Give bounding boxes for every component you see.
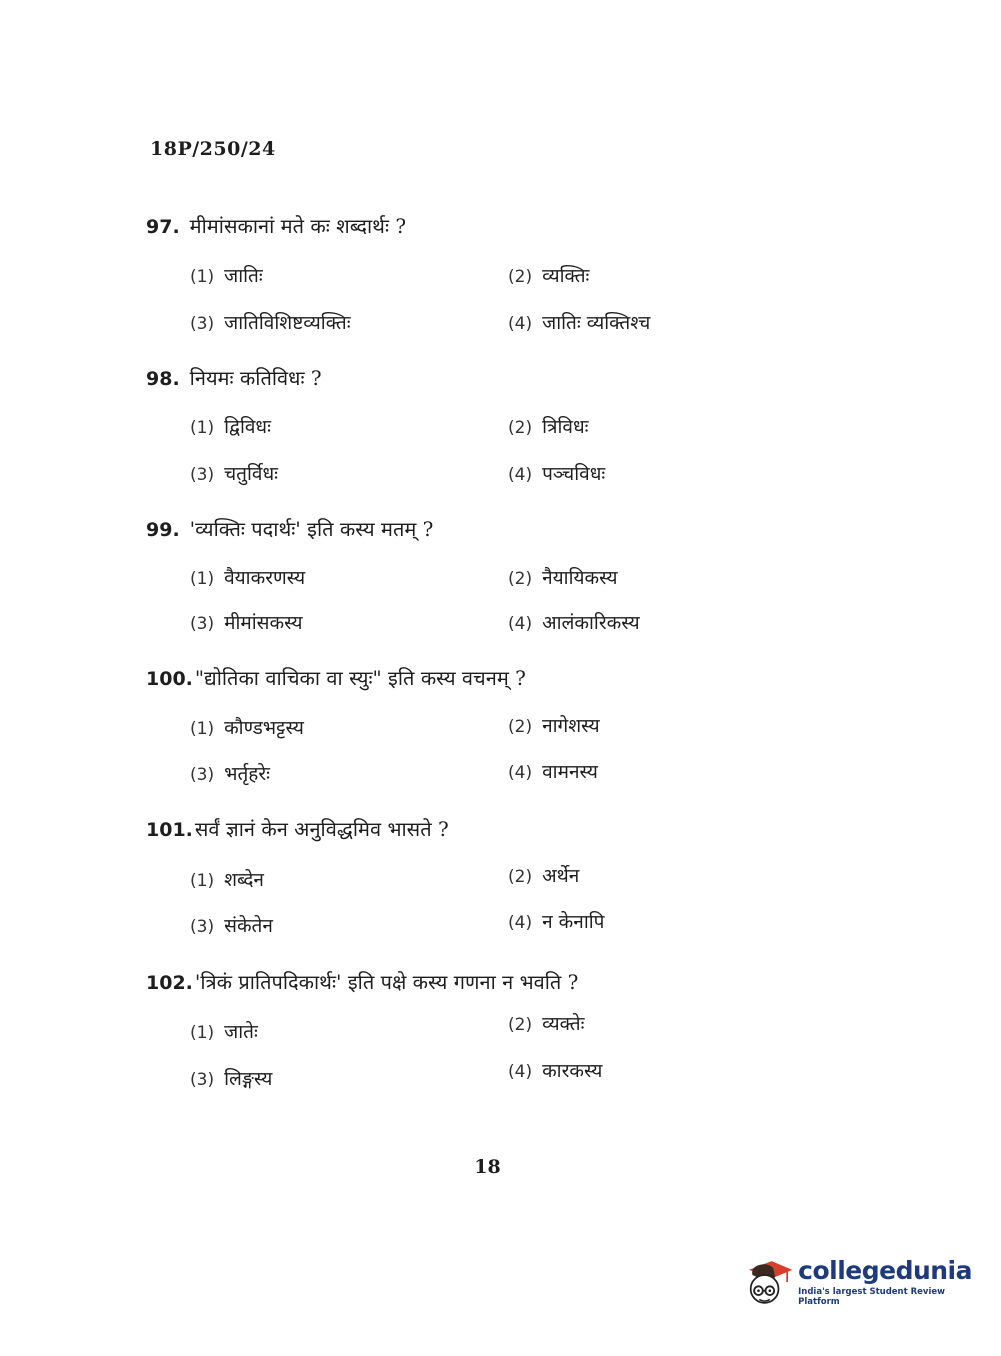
option-text: वैयाकरणस्य [224, 567, 306, 589]
option-number: (1) [190, 267, 215, 287]
option-number: (4) [508, 1062, 533, 1082]
option-number: (4) [508, 913, 533, 933]
option-98-1 [190, 413, 271, 439]
question-text: मीमांसकानां मते कः शब्दार्थः ? [189, 214, 407, 238]
option-number: (1) [190, 1023, 215, 1043]
option-text: मीमांसकस्य [224, 612, 303, 634]
question-102 [146, 968, 746, 998]
option-97-1 [190, 262, 263, 288]
option-number: (1) [190, 871, 215, 891]
option-98-2 [508, 413, 589, 439]
brand-tagline: India's largest Student Review Platform [798, 1287, 946, 1307]
option-99-4 [508, 609, 640, 635]
option-number: (1) [190, 418, 215, 438]
question-100 [146, 664, 706, 694]
option-number: (3) [190, 1070, 215, 1090]
question-text: 'त्रिकं प्रातिपदिकार्थः' इति पक्षे कस्य गणना न भवति ? [194, 970, 579, 994]
option-text: व्यक्तिः [542, 265, 590, 287]
question-97 [146, 212, 706, 242]
option-number: (2) [508, 418, 533, 438]
option-number: (1) [190, 719, 215, 739]
option-text: वामनस्य [542, 761, 598, 783]
brand-name: collegedunia [798, 1256, 972, 1285]
option-text: द्विविधः [224, 416, 271, 438]
question-99 [146, 515, 706, 545]
option-number: (2) [508, 267, 533, 287]
option-text: लिङ्गस्य [224, 1068, 273, 1090]
option-99-3 [190, 609, 303, 635]
option-number: (2) [508, 569, 533, 589]
question-number: 97. [146, 216, 180, 238]
option-number: (3) [190, 614, 215, 634]
option-number: (4) [508, 465, 533, 485]
option-97-2 [508, 262, 589, 288]
option-97-4 [508, 309, 650, 335]
option-101-2 [508, 862, 579, 888]
option-number: (3) [190, 465, 215, 485]
option-100-4 [508, 758, 598, 784]
mascot-icon [742, 1252, 794, 1312]
option-number: (2) [508, 1015, 533, 1035]
option-text: संकेतेन [224, 915, 273, 937]
option-text: जातिः [224, 265, 263, 287]
question-text: सर्वं ज्ञानं केन अनुविद्धमिव भासते ? [194, 817, 449, 841]
option-text: चतुर्विधः [224, 463, 278, 485]
option-102-4 [508, 1057, 602, 1083]
question-text: नियमः कतिविधः ? [189, 366, 322, 390]
question-number: 98. [146, 368, 180, 390]
option-number: (2) [508, 867, 533, 887]
option-number: (4) [508, 763, 533, 783]
question-text: "द्योतिका वाचिका वा स्युः" इति कस्य वचनम् ? [194, 666, 526, 690]
question-number: 99. [146, 519, 180, 541]
option-number: (3) [190, 314, 215, 334]
option-100-2 [508, 712, 600, 738]
option-text: अर्थेन [542, 865, 580, 887]
option-99-1 [190, 564, 305, 590]
question-number: 101. [146, 819, 193, 841]
option-number: (4) [508, 314, 533, 334]
collegedunia-logo [742, 1250, 972, 1314]
option-text: कारकस्य [542, 1060, 603, 1082]
option-text: नागेशस्य [542, 715, 600, 737]
option-text: जातिः व्यक्तिश्च [542, 312, 651, 334]
question-number: 100. [146, 668, 193, 690]
option-text: जातिविशिष्टव्यक्तिः [224, 312, 351, 334]
option-97-3 [190, 309, 351, 335]
option-102-2 [508, 1010, 584, 1036]
option-number: (4) [508, 614, 533, 634]
option-number: (3) [190, 917, 215, 937]
option-102-3 [190, 1065, 272, 1091]
paper-code: 18P/250/24 [150, 138, 276, 160]
option-number: (3) [190, 765, 215, 785]
option-text: भर्तृहरेः [224, 763, 270, 785]
option-number: (2) [508, 717, 533, 737]
option-text: पञ्चविधः [542, 463, 606, 485]
option-100-1 [190, 714, 304, 740]
option-number: (1) [190, 569, 215, 589]
option-98-4 [508, 460, 605, 486]
option-99-2 [508, 564, 618, 590]
question-98 [146, 364, 706, 394]
option-100-3 [190, 760, 270, 786]
option-text: त्रिविधः [542, 416, 589, 438]
option-text: व्यक्तेः [542, 1013, 585, 1035]
option-text: आलंकारिकस्य [542, 612, 640, 634]
question-text: 'व्यक्तिः पदार्थः' इति कस्य मतम् ? [189, 517, 434, 541]
question-number: 102. [146, 972, 193, 994]
option-text: न केनापि [542, 911, 605, 933]
option-98-3 [190, 460, 278, 486]
option-101-4 [508, 908, 604, 934]
question-101 [146, 815, 706, 845]
option-text: जातेः [224, 1021, 258, 1043]
option-text: नैयायिकस्य [542, 567, 618, 589]
option-text: कौण्डभट्टस्य [224, 717, 304, 739]
option-text: शब्देन [224, 869, 264, 891]
option-101-1 [190, 866, 264, 892]
option-102-1 [190, 1018, 258, 1044]
page-number: 18 [474, 1156, 501, 1178]
option-101-3 [190, 912, 273, 938]
